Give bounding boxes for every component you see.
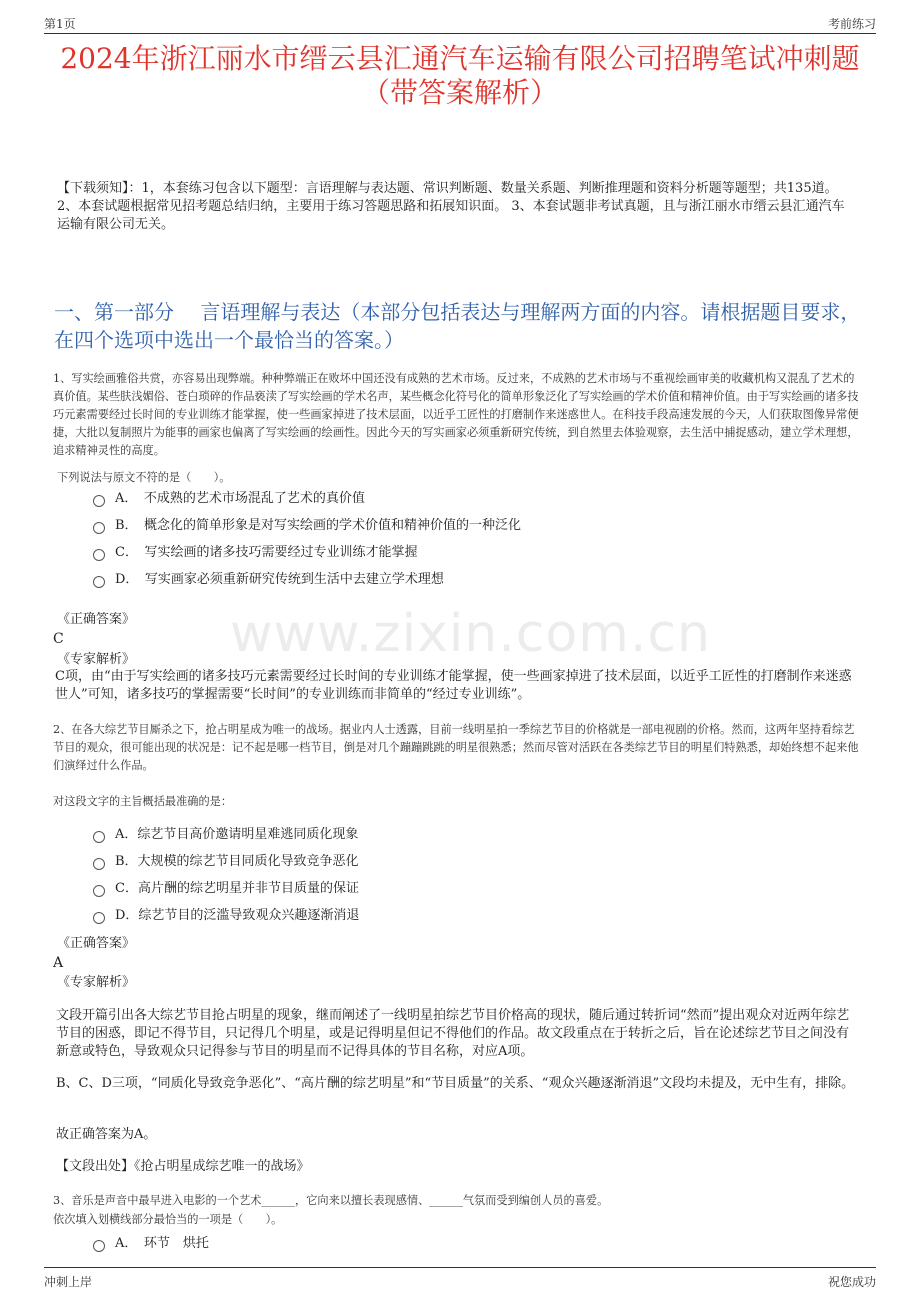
- q2-stem: 对这段文字的主旨概括最准确的是：: [53, 795, 233, 808]
- watermark: www.zixin.com.cn: [230, 604, 711, 664]
- q1-analysis-label: 《专家解析》: [57, 652, 136, 667]
- q3-passage: 3、音乐是声音中最早进入电影的一个艺术______，它向来以擅长表现感情、______气氛而受到编创人员的喜爱。: [53, 1194, 609, 1207]
- header-tag: 考前练习: [827, 17, 876, 31]
- download-notice: 【下载须知】：1，本套练习包含以下题型：言语理解与表达题、常识判断题、数量关系题、判断推理题和资料分析题等题型；共135道。 2、本套试题根据常见招考题总结归纳，主要用于练习答题思路和拓展知识面。 3、本套试题非考试真题，且与浙江丽水市缙云县汇通汽车运输有限公司无关。: [57, 181, 845, 232]
- section-heading: 一、第一部分 言语理解与表达（本部分包括表达与理解两方面的内容。请根据题目要求，在四个选项中选出一个最恰当的答案。）: [54, 300, 861, 352]
- option-label: A． 不成熟的艺术市场混乱了艺术的真价值: [115, 491, 365, 506]
- q1-stem: 下列说法与原文不符的是（ ）。: [57, 471, 231, 484]
- q2-analysis-paragraph-3: 故正确答案为A。: [56, 1127, 157, 1142]
- q1-option-a[interactable]: [93, 490, 365, 508]
- q1-option-d[interactable]: [93, 571, 444, 589]
- radio-icon[interactable]: [93, 1240, 105, 1252]
- radio-icon[interactable]: [93, 912, 105, 924]
- page-header: [44, 13, 876, 34]
- q1-option-b[interactable]: [93, 517, 521, 535]
- radio-icon[interactable]: [93, 885, 105, 897]
- q2-option-c[interactable]: [93, 880, 359, 898]
- q2-answer-label: 《正确答案》: [57, 936, 136, 951]
- option-label: D． 写实画家必须重新研究传统到生活中去建立学术理想: [115, 572, 444, 587]
- q1-option-c[interactable]: [93, 544, 417, 562]
- radio-icon[interactable]: [93, 495, 105, 507]
- radio-icon[interactable]: [93, 831, 105, 843]
- q2-analysis-paragraph-2: B、C、D三项，“同质化导致竞争恶化”、“高片酬的综艺明星”和“节目质量”的关系、“观众兴趣逐渐消退”文段均未提及，无中生有，排除。: [56, 1076, 855, 1091]
- page-number: 第1页: [44, 17, 76, 31]
- document-title: 2024年浙江丽水市缙云县汇通汽车运输有限公司招聘笔试冲刺题（带答案解析）: [60, 42, 860, 109]
- q2-option-b[interactable]: [93, 853, 359, 871]
- q2-analysis-label: 《专家解析》: [57, 975, 136, 990]
- footer-right: 祝您成功: [827, 1275, 876, 1289]
- radio-icon[interactable]: [93, 858, 105, 870]
- option-label: B．大规模的综艺节目同质化导致竞争恶化: [115, 854, 359, 869]
- q3-stem: 依次填入划横线部分最恰当的一项是（ ）。: [53, 1213, 283, 1226]
- q2-source: 【文段出处】《抢占明星成综艺唯一的战场》: [56, 1159, 310, 1174]
- q1-passage: 1、写实绘画雅俗共赏，亦容易出现弊端。种种弊端正在败坏中国还没有成熟的艺术市场。反过来，不成熟的艺术市场与不重视绘画审美的收藏机构又混乱了艺术的真价值。某些肤浅媚俗、苍白琐碎的作品亵渎了写实绘画的学术名声，某些概念化符号化的简单形象泛化了写实绘画的学术价值和精神价值。由于写实绘画的诸多技巧元素需要经过长时间的专业训练才能掌握，使一些画家掉进了技术层面，以近乎工匠性的打磨制作来迷惑世人。在科技手段高速发展的今天，人们获取图像异常便捷，大批以复制照片为能事的画家也偏离了写实绘画的绘画性。因此今天的写实画家必须重新研究传统，到自然里去体验观察，去生活中捕捉感动，建立学术理想，追求精神灵性的高度。: [53, 372, 859, 457]
- page-footer: [44, 1267, 876, 1288]
- q2-analysis-paragraph-1: 文段开篇引出各大综艺节目抢占明星的现象，继而阐述了一线明星拍综艺节目价格高的现状，随后通过转折词“然而”提出观众对近两年综艺节目的困惑，即记不得节目，只记得几个明星，或是记得明星但记不得他们的作品。故文段重点在于转折之后，旨在论述综艺节目之间没有新意或特色，导致观众只记得参与节目的明星而不记得具体的节目名称，对应A项。: [56, 1008, 850, 1059]
- q1-answer: C: [53, 631, 64, 647]
- option-label: A． 环节 烘托: [115, 1236, 209, 1251]
- q2-option-d[interactable]: [93, 907, 359, 925]
- radio-icon[interactable]: [93, 549, 105, 561]
- q1-answer-label: 《正确答案》: [57, 612, 136, 627]
- q2-option-a[interactable]: [93, 826, 358, 844]
- option-label: A．综艺节目高价邀请明星难逃同质化现象: [115, 827, 359, 842]
- option-label: C．高片酬的综艺明星并非节目质量的保证: [115, 881, 359, 896]
- footer-left: 冲刺上岸: [44, 1275, 93, 1289]
- radio-icon[interactable]: [93, 522, 105, 534]
- radio-icon[interactable]: [93, 576, 105, 588]
- q1-analysis: C项，由“由于写实绘画的诸多技巧元素需要经过长时间的专业训练才能掌握，使一些画家掉进了技术层面，以近乎工匠性的打磨制作来迷惑世人”可知，诸多技巧的掌握需要“长时间”的专业训练而非简单的“经过专业训练”。: [55, 669, 852, 702]
- q2-passage: 2、在各大综艺节目厮杀之下，抢占明星成为唯一的战场。据业内人士透露，目前一线明星拍一季综艺节目的价格就是一部电视剧的价格。然而，这两年坚持看综艺节目的观众，很可能出现的状况是：记不起是哪一档节目，倒是对几个蹦蹦跳跳的明星很熟悉；然而尽管对活跃在各类综艺节目的明星们特熟悉，却始终想不起来他们演绎过什么作品。: [53, 723, 859, 772]
- option-label: C． 写实绘画的诸多技巧需要经过专业训练才能掌握: [115, 545, 418, 560]
- q2-answer: A: [53, 955, 64, 971]
- option-label: D．综艺节目的泛滥导致观众兴趣逐渐消退: [115, 908, 360, 923]
- option-label: B． 概念化的简单形象是对写实绘画的学术价值和精神价值的一种泛化: [115, 518, 522, 533]
- q3-option-a[interactable]: [93, 1235, 209, 1253]
